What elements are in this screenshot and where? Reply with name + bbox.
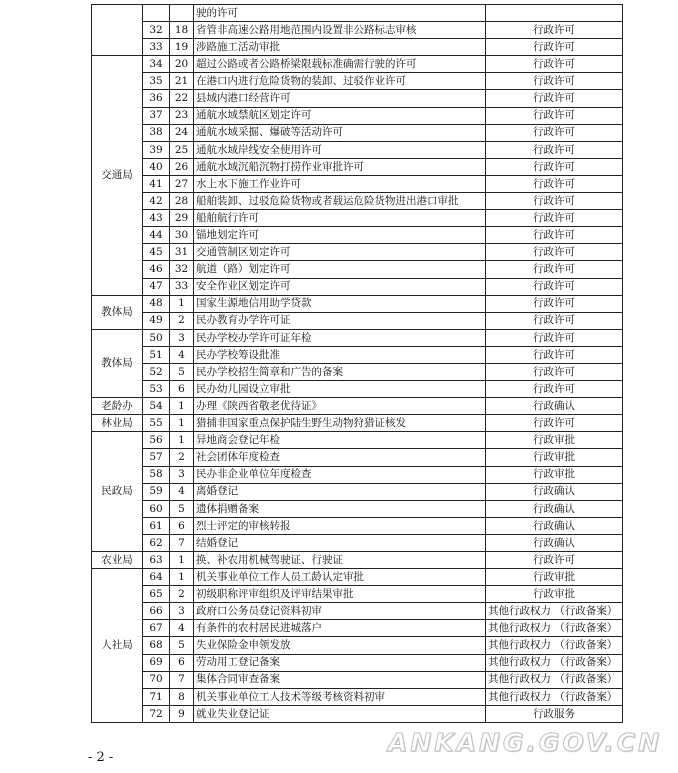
item-name: 烈士评定的审核转报	[194, 517, 486, 534]
row-number: 48	[143, 295, 170, 312]
row-number: 37	[143, 107, 170, 124]
row-number: 59	[143, 483, 170, 500]
row-number: 38	[143, 124, 170, 141]
item-type: 行政许可	[486, 56, 623, 73]
dept-cell: 交通局	[92, 56, 143, 295]
item-name: 省管非高速公路用地范围内设置非公路标志审核	[194, 22, 486, 39]
table-row	[92, 415, 623, 432]
sub-number: 3	[170, 466, 194, 483]
item-type: 其他行政权力 （行政备案）	[486, 603, 623, 620]
sub-number: 31	[170, 244, 194, 261]
item-name: 离婚登记	[194, 483, 486, 500]
item-type: 行政确认	[486, 398, 623, 415]
table-row	[92, 517, 623, 534]
table-row	[92, 193, 623, 210]
table-row	[92, 449, 623, 466]
table-row	[92, 278, 623, 295]
sub-number: 3	[170, 329, 194, 346]
sub-number: 5	[170, 500, 194, 517]
row-number: 40	[143, 158, 170, 175]
row-number: 44	[143, 227, 170, 244]
item-name: 航道（路）划定许可	[194, 261, 486, 278]
sub-number: 2	[170, 312, 194, 329]
sub-number: 8	[170, 688, 194, 705]
row-number: 50	[143, 329, 170, 346]
table-row	[92, 466, 623, 483]
sub-number: 32	[170, 261, 194, 278]
row-number: 58	[143, 466, 170, 483]
row-number: 70	[143, 671, 170, 688]
item-type: 行政服务	[486, 705, 623, 722]
item-type	[486, 5, 623, 22]
item-name: 异地商会登记年检	[194, 432, 486, 449]
item-type: 行政许可	[486, 90, 623, 107]
item-name: 政府口公务员登记资料初审	[194, 603, 486, 620]
table-row	[92, 671, 623, 688]
row-number: 54	[143, 398, 170, 415]
item-type: 行政审批	[486, 449, 623, 466]
sub-number: 23	[170, 107, 194, 124]
row-number: 32	[143, 22, 170, 39]
dept-cell: 人社局	[92, 569, 143, 723]
item-name: 猎捕非国家重点保护陆生野生动物狩猎证核发	[194, 415, 486, 432]
sub-number: 1	[170, 432, 194, 449]
table-row	[92, 210, 623, 227]
item-name: 国家生源地信用助学贷款	[194, 295, 486, 312]
row-number: 72	[143, 705, 170, 722]
sub-number: 2	[170, 449, 194, 466]
sub-number: 28	[170, 193, 194, 210]
table-row	[92, 329, 623, 346]
table-row	[92, 22, 623, 39]
sub-number: 21	[170, 73, 194, 90]
sub-number: 30	[170, 227, 194, 244]
row-number: 43	[143, 210, 170, 227]
sub-number: 19	[170, 39, 194, 56]
sub-number: 1	[170, 295, 194, 312]
table-row	[92, 705, 623, 722]
item-name: 水上水下施工作业许可	[194, 175, 486, 192]
row-number: 63	[143, 552, 170, 569]
item-name: 结婚登记	[194, 534, 486, 551]
table-row	[92, 5, 623, 22]
item-type: 行政确认	[486, 483, 623, 500]
item-type: 行政许可	[486, 346, 623, 363]
table-row	[92, 363, 623, 380]
table-row	[92, 312, 623, 329]
row-number: 46	[143, 261, 170, 278]
table-row	[92, 483, 623, 500]
table-row	[92, 141, 623, 158]
item-name: 锚地划定许可	[194, 227, 486, 244]
table-row	[92, 175, 623, 192]
row-number: 34	[143, 56, 170, 73]
table-row	[92, 244, 623, 261]
item-type: 行政许可	[486, 329, 623, 346]
item-type: 行政许可	[486, 124, 623, 141]
sub-number: 4	[170, 620, 194, 637]
row-number: 60	[143, 500, 170, 517]
item-type: 行政许可	[486, 141, 623, 158]
sub-number: 26	[170, 158, 194, 175]
sub-number: 5	[170, 363, 194, 380]
sub-number: 4	[170, 483, 194, 500]
table-row	[92, 107, 623, 124]
sub-number: 29	[170, 210, 194, 227]
item-name: 社会团体年度检查	[194, 449, 486, 466]
item-name: 集体合同审查备案	[194, 671, 486, 688]
table-row	[92, 569, 623, 586]
sub-number: 20	[170, 56, 194, 73]
table-row	[92, 56, 623, 73]
sub-number: 2	[170, 586, 194, 603]
item-name: 民办幼儿园设立审批	[194, 381, 486, 398]
site-watermark: ANKANG.GOV.CN	[388, 728, 663, 757]
sub-number: 18	[170, 22, 194, 39]
dept-cell: 民政局	[92, 432, 143, 552]
item-type: 行政许可	[486, 552, 623, 569]
item-type: 行政审批	[486, 569, 623, 586]
table-row	[92, 124, 623, 141]
row-number: 39	[143, 141, 170, 158]
row-number: 61	[143, 517, 170, 534]
row-number: 42	[143, 193, 170, 210]
row-number: 65	[143, 586, 170, 603]
row-number	[143, 5, 170, 22]
sub-number: 7	[170, 534, 194, 551]
item-name: 通航水域采掘、爆破等活动许可	[194, 124, 486, 141]
item-name: 有条件的农村居民进城落户	[194, 620, 486, 637]
item-name: 通航水域岸线安全使用许可	[194, 141, 486, 158]
table-row	[92, 654, 623, 671]
item-name: 初级职称评审组织及评审结果审批	[194, 586, 486, 603]
table-row	[92, 500, 623, 517]
item-name: 船舶装卸、过驳危险货物或者载运危险货物进出港口审批	[194, 193, 486, 210]
row-number: 51	[143, 346, 170, 363]
item-name: 机关事业单位工作人员工龄认定审批	[194, 569, 486, 586]
item-name: 失业保险金申领发放	[194, 637, 486, 654]
row-number: 33	[143, 39, 170, 56]
item-type: 行政许可	[486, 415, 623, 432]
sub-number: 1	[170, 569, 194, 586]
row-number: 55	[143, 415, 170, 432]
row-number: 47	[143, 278, 170, 295]
item-type: 行政许可	[486, 175, 623, 192]
sub-number: 3	[170, 603, 194, 620]
item-name: 民办学校筹设批准	[194, 346, 486, 363]
row-number: 64	[143, 569, 170, 586]
item-type: 行政确认	[486, 534, 623, 551]
sub-number: 6	[170, 381, 194, 398]
row-number: 36	[143, 90, 170, 107]
item-type: 行政许可	[486, 158, 623, 175]
item-type: 其他行政权力 （行政备案）	[486, 654, 623, 671]
table-row	[92, 158, 623, 175]
item-name: 驶的许可	[194, 5, 486, 22]
row-number: 68	[143, 637, 170, 654]
item-name: 民办非企业单位年度检查	[194, 466, 486, 483]
row-number: 71	[143, 688, 170, 705]
sub-number: 9	[170, 705, 194, 722]
table-row	[92, 534, 623, 551]
table-row	[92, 552, 623, 569]
sub-number: 1	[170, 398, 194, 415]
row-number: 69	[143, 654, 170, 671]
row-number: 56	[143, 432, 170, 449]
item-type: 行政许可	[486, 244, 623, 261]
sub-number: 4	[170, 346, 194, 363]
sub-number: 7	[170, 671, 194, 688]
sub-number: 5	[170, 637, 194, 654]
item-type: 行政许可	[486, 363, 623, 380]
row-number: 41	[143, 175, 170, 192]
sub-number: 1	[170, 552, 194, 569]
table-row	[92, 398, 623, 415]
item-name: 劳动用工登记备案	[194, 654, 486, 671]
sub-number: 6	[170, 654, 194, 671]
table-row	[92, 39, 623, 56]
item-name: 船舶航行许可	[194, 210, 486, 227]
item-name: 民办教育办学许可证	[194, 312, 486, 329]
item-name: 通航水域禁航区划定许可	[194, 107, 486, 124]
dept-cell: 老龄办	[92, 398, 143, 415]
table-row	[92, 90, 623, 107]
item-type: 行政许可	[486, 107, 623, 124]
row-number: 49	[143, 312, 170, 329]
item-type: 行政确认	[486, 517, 623, 534]
table-row	[92, 620, 623, 637]
item-type: 其他行政权力 （行政备案）	[486, 637, 623, 654]
table-row	[92, 688, 623, 705]
sub-number: 24	[170, 124, 194, 141]
table-row	[92, 603, 623, 620]
item-name: 民办学校招生简章和广告的备案	[194, 363, 486, 380]
item-name: 遗体捐赠备案	[194, 500, 486, 517]
table-row	[92, 637, 623, 654]
dept-cell: 农业局	[92, 552, 143, 569]
item-name: 安全作业区划定许可	[194, 278, 486, 295]
item-type: 行政审批	[486, 586, 623, 603]
row-number: 52	[143, 363, 170, 380]
item-type: 其他行政权力 （行政备案）	[486, 620, 623, 637]
item-type: 行政确认	[486, 500, 623, 517]
item-name: 通航水域沉船沉物打捞作业审批许可	[194, 158, 486, 175]
item-type: 行政许可	[486, 227, 623, 244]
dept-cell	[92, 5, 143, 56]
item-type: 行政审批	[486, 432, 623, 449]
item-name: 涉路施工活动审批	[194, 39, 486, 56]
row-number: 53	[143, 381, 170, 398]
permissions-table	[91, 4, 623, 723]
table-row	[92, 586, 623, 603]
item-type: 行政许可	[486, 210, 623, 227]
item-type: 行政许可	[486, 295, 623, 312]
sub-number: 22	[170, 90, 194, 107]
dept-cell: 教体局	[92, 329, 143, 397]
item-name: 机关事业单位工人技术等级考核资料初审	[194, 688, 486, 705]
item-name: 在港口内进行危险货物的装卸、过驳作业许可	[194, 73, 486, 90]
sub-number: 27	[170, 175, 194, 192]
table-row	[92, 261, 623, 278]
item-type: 行政许可	[486, 312, 623, 329]
row-number: 66	[143, 603, 170, 620]
item-name: 就业失业登记证	[194, 705, 486, 722]
dept-cell: 教体局	[92, 295, 143, 329]
item-name: 民办学校办学许可证年检	[194, 329, 486, 346]
item-name: 超过公路或者公路桥梁限载标准确需行驶的许可	[194, 56, 486, 73]
row-number: 45	[143, 244, 170, 261]
sub-number: 1	[170, 415, 194, 432]
row-number: 62	[143, 534, 170, 551]
sub-number: 6	[170, 517, 194, 534]
row-number: 67	[143, 620, 170, 637]
table-row	[92, 227, 623, 244]
item-type: 行政许可	[486, 39, 623, 56]
table-row	[92, 346, 623, 363]
item-type: 行政许可	[486, 193, 623, 210]
table-row	[92, 432, 623, 449]
row-number: 35	[143, 73, 170, 90]
item-type: 行政许可	[486, 278, 623, 295]
item-name: 交通管制区划定许可	[194, 244, 486, 261]
sub-number: 33	[170, 278, 194, 295]
item-type: 行政审批	[486, 466, 623, 483]
sub-number	[170, 5, 194, 22]
item-type: 行政许可	[486, 22, 623, 39]
item-name: 县域内港口经营许可	[194, 90, 486, 107]
sub-number: 25	[170, 141, 194, 158]
item-type: 行政许可	[486, 381, 623, 398]
item-type: 行政许可	[486, 73, 623, 90]
item-name: 办理《陕西省敬老优待证》	[194, 398, 486, 415]
page-number: - 2 -	[88, 750, 114, 765]
item-type: 其他行政权力 （行政备案）	[486, 671, 623, 688]
table-row	[92, 295, 623, 312]
item-name: 换、补农用机械驾驶证、行驶证	[194, 552, 486, 569]
item-type: 行政许可	[486, 261, 623, 278]
table-row	[92, 73, 623, 90]
item-type: 其他行政权力 （行政备案）	[486, 688, 623, 705]
table-row	[92, 381, 623, 398]
row-number: 57	[143, 449, 170, 466]
dept-cell: 林业局	[92, 415, 143, 432]
